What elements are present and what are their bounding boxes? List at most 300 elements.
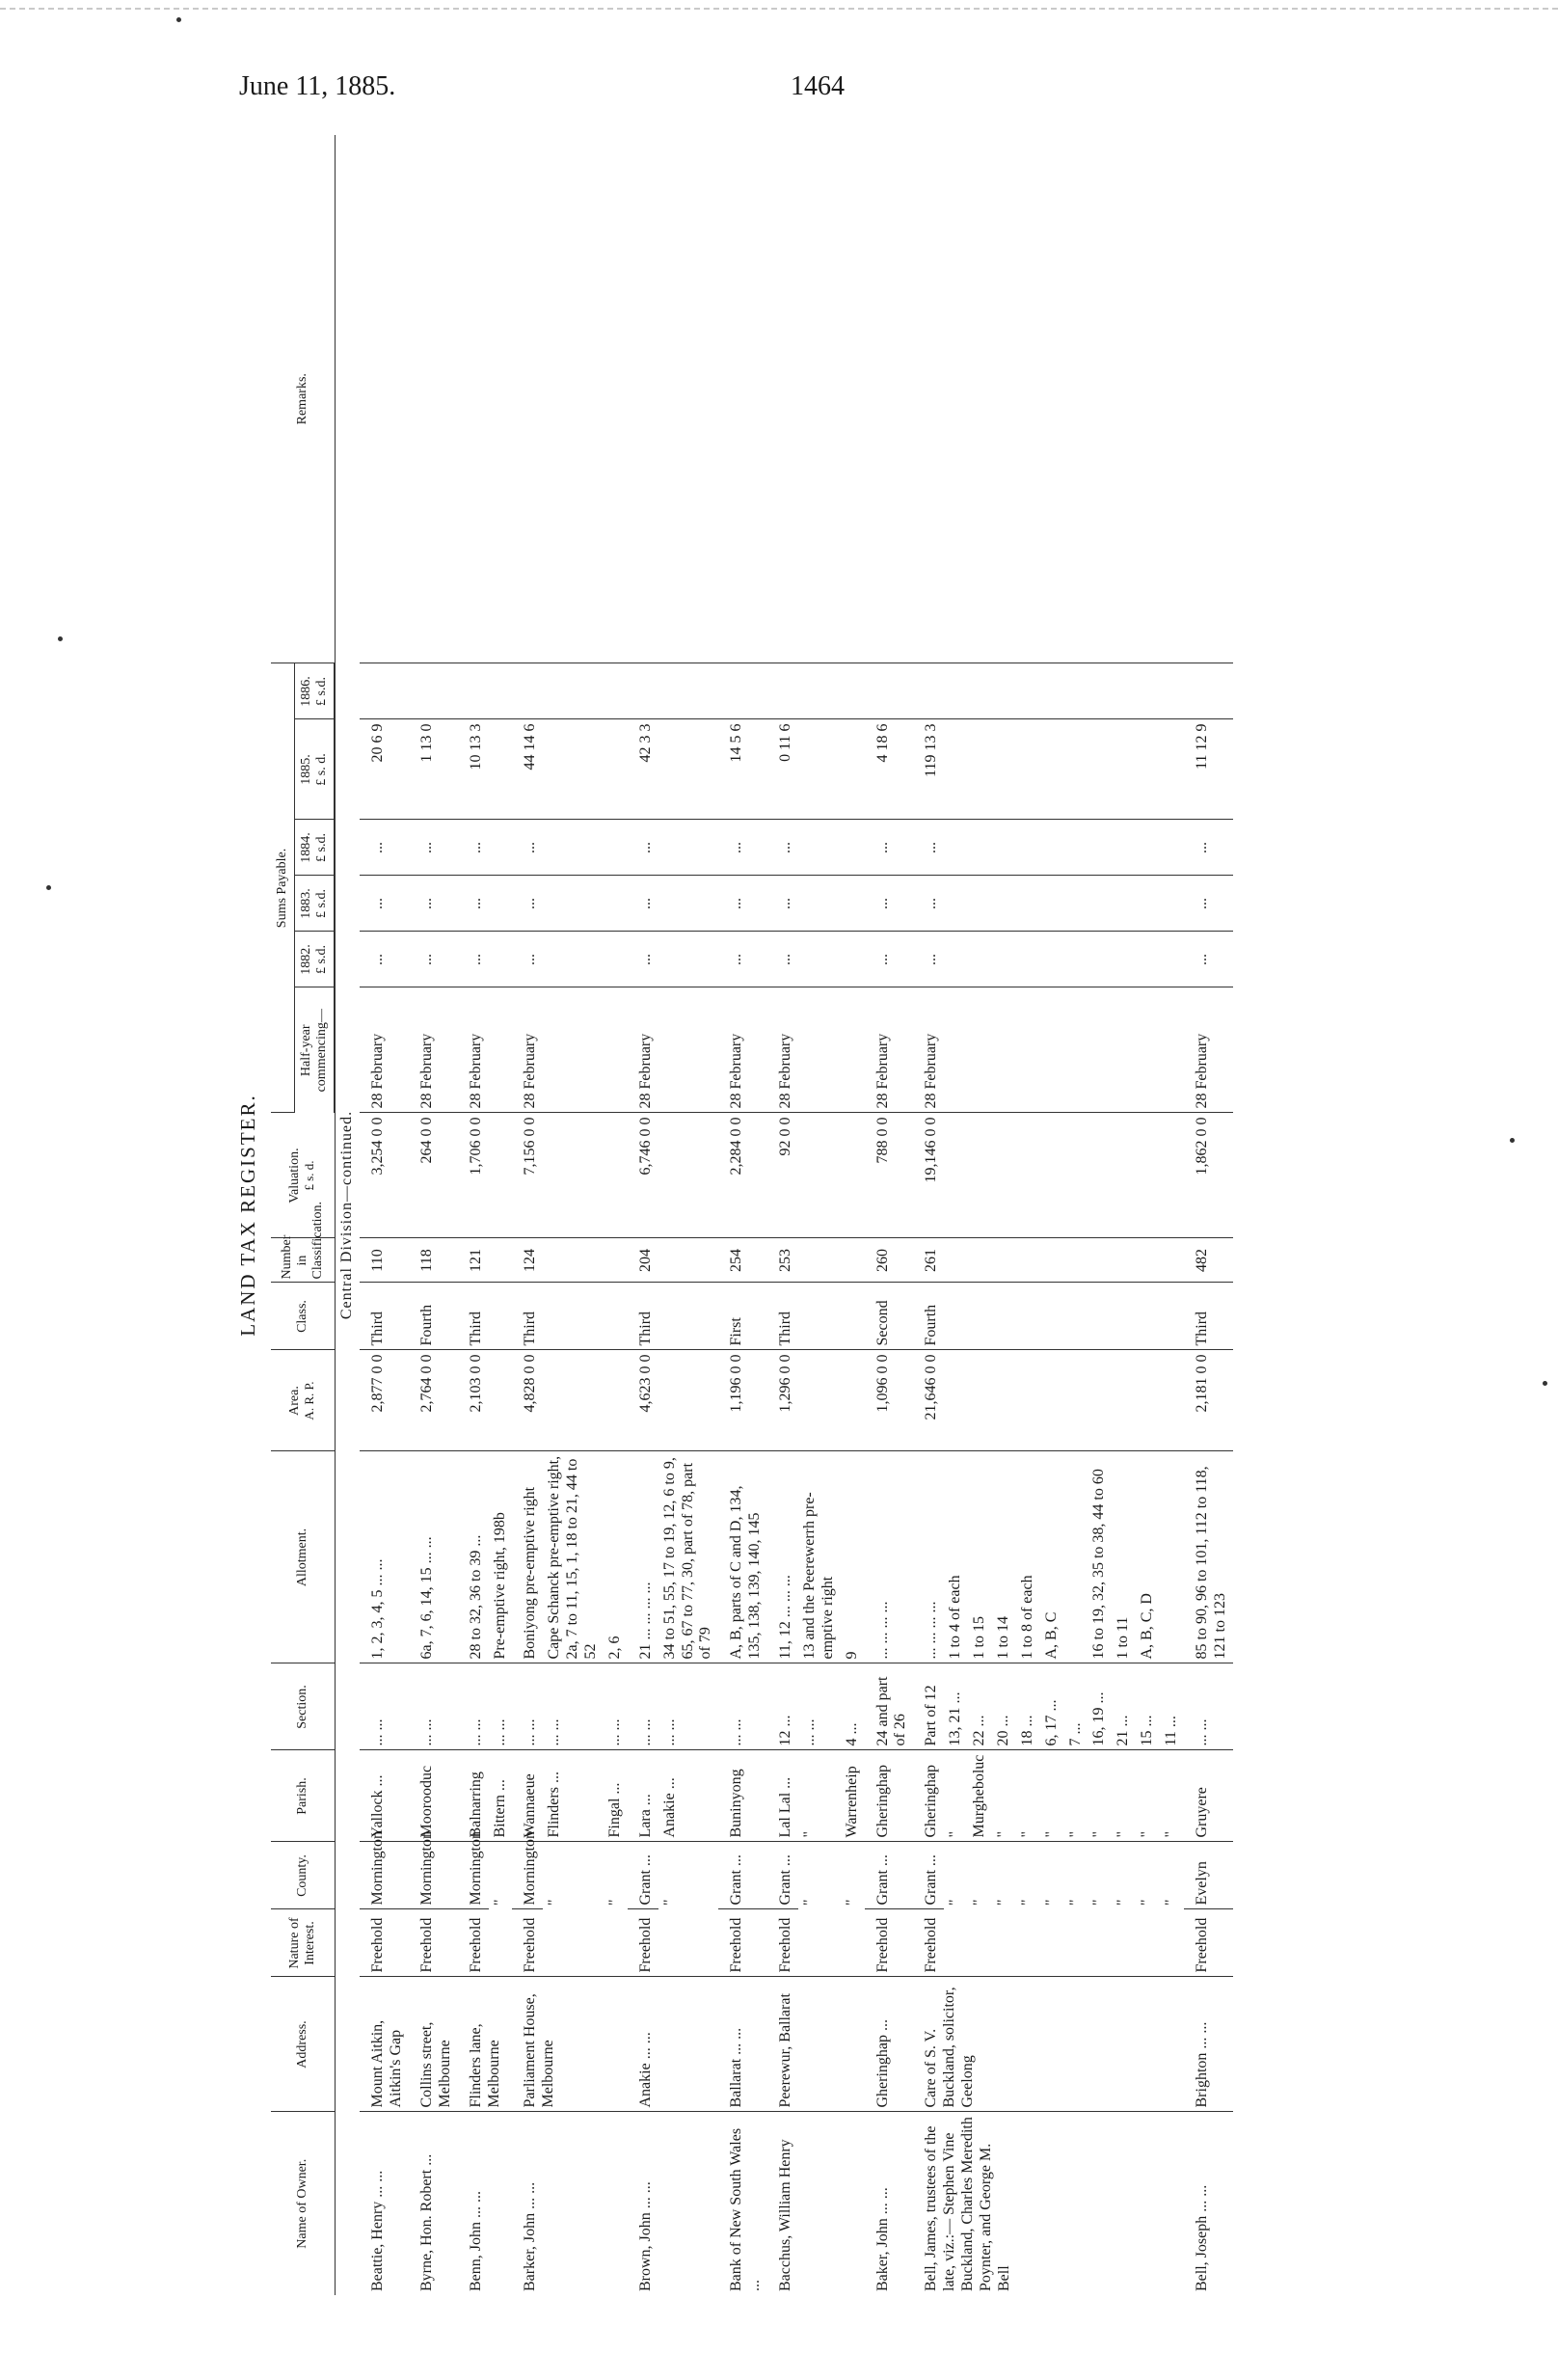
section-cell: ... ...: [489, 1663, 513, 1750]
sum-1882-cell: ...: [458, 932, 513, 987]
halfyear-cell: 28 February: [512, 987, 627, 1113]
remarks-cell: [512, 135, 627, 663]
table-row: [628, 135, 658, 2295]
parish-cell: Lara ...: [628, 1750, 658, 1842]
remarks-cell: [360, 135, 409, 663]
page-date: June 11, 1885.: [239, 71, 396, 101]
county-cell: Grant ...: [913, 1842, 944, 1909]
sum-1882-cell: ...: [628, 932, 719, 987]
sum-1884-cell: ...: [628, 820, 719, 876]
sum-1883-cell: ...: [628, 876, 719, 932]
remarks-cell: [767, 135, 865, 663]
sum-1884-cell: ...: [360, 820, 409, 876]
halfyear-cell: 28 February: [718, 987, 767, 1113]
sum-1886-cell: [512, 663, 627, 719]
owner-cell: Bell, Joseph ... ...: [1193, 2184, 1210, 2291]
section-cell: ... ...: [1184, 1663, 1233, 1750]
sum-1885-cell: 42 3 3: [628, 719, 719, 820]
section-cell: ... ...: [360, 1663, 409, 1750]
valuation-cell: 92 0 0: [767, 1113, 865, 1238]
county-cell: Mornington: [458, 1842, 489, 1909]
remarks-cell: [718, 135, 767, 663]
section-cell: ... ...: [409, 1663, 458, 1750]
county-cell: ": [546, 1899, 563, 1906]
sum-1884-cell: ...: [1184, 820, 1233, 876]
header-area: [271, 1350, 335, 1451]
sum-1883-cell: ...: [913, 876, 1184, 932]
section-cell: 24 and part of 26: [865, 1663, 914, 1750]
section-cell: Part of 12: [913, 1663, 944, 1750]
sum-1882-cell: ...: [1184, 932, 1233, 987]
scan-speck: [46, 885, 51, 890]
parish-cell: ": [1016, 1750, 1040, 1842]
section-cell: 18 ...: [1016, 1663, 1040, 1750]
section-cell: 12 ...: [767, 1663, 798, 1750]
allotment-cell: 2, 6: [604, 1451, 628, 1663]
class-cell: Third: [628, 1283, 719, 1350]
table-row: [1184, 135, 1233, 2295]
header-1885-label: 1885.: [299, 754, 314, 785]
county-cell: ": [971, 1899, 988, 1906]
header-address: Address.: [271, 1977, 335, 2112]
scan-speck: [1543, 1381, 1547, 1386]
header-halfyear: Half-year commencing—: [295, 987, 336, 1113]
sum-1886-cell: [409, 663, 458, 719]
table-row: [767, 135, 798, 2295]
header-county: County.: [271, 1842, 335, 1909]
owner-cell: Barker, John ... ...: [522, 2181, 539, 2291]
table-row: [913, 135, 944, 2295]
parish-cell: ": [1136, 1750, 1160, 1842]
county-cell: ": [947, 1899, 964, 1906]
sum-1882-cell: ...: [409, 932, 458, 987]
header-class: Class.: [271, 1283, 335, 1350]
sum-1883-cell: ...: [865, 876, 914, 932]
allotment-cell: 21 ... ... ... ...: [628, 1451, 658, 1663]
area-cell: 1,196 0 0: [718, 1350, 767, 1451]
land-tax-register: [236, 135, 1470, 2295]
section-cell: ... ...: [628, 1663, 658, 1750]
section-cell: ... ...: [458, 1663, 489, 1750]
header-1882: [295, 932, 336, 987]
parish-cell: ": [1040, 1750, 1064, 1842]
address-cell: Flinders lane, Melbourne: [458, 1977, 513, 2112]
page-number: 1464: [791, 71, 845, 101]
parish-cell: Moorooduc: [409, 1750, 458, 1842]
allotment-cell: 16 to 19, 32, 35 to 38, 44 to 60: [1088, 1451, 1112, 1663]
sum-1885-cell: 0 11 6: [767, 719, 865, 820]
sum-1882-cell: ...: [913, 932, 1184, 987]
sum-1886-cell: [360, 663, 409, 719]
allotment-cell: A, B, C, D: [1136, 1451, 1160, 1663]
county-cell: ": [1139, 1899, 1156, 1906]
owner-cell: Bank of New South Wales ...: [728, 2127, 764, 2291]
allotment-cell: [1064, 1451, 1088, 1663]
area-cell: 2,877 0 0: [360, 1350, 409, 1451]
allotment-cell: A, B, C: [1040, 1451, 1064, 1663]
owner-cell: Baker, John ... ...: [873, 2187, 891, 2291]
sum-1886-cell: [865, 663, 914, 719]
sum-1882-cell: ...: [718, 932, 767, 987]
header-valuation-label: Valuation.: [287, 1148, 303, 1204]
owner-cell: Bell, James, trustees of the late, viz.:— Stephen Vine Buckland, Charles Meredith Poynter, and George M. Bell: [923, 2117, 1012, 2291]
class-cell: First: [718, 1283, 767, 1350]
nature-cell: Freehold: [458, 1909, 513, 1977]
parish-cell: Murgheboluc: [968, 1750, 992, 1842]
allotment-cell: 11, 12 ... ... ...: [767, 1451, 798, 1663]
header-1885: [295, 719, 336, 820]
allotment-cell: 28 to 32, 36 to 39 ...: [458, 1451, 489, 1663]
parish-cell: Balnarring: [458, 1750, 489, 1842]
county-cell: ": [800, 1899, 818, 1906]
county-cell: ": [994, 1899, 1011, 1906]
remarks-cell: [409, 135, 458, 663]
valuation-cell: 1,706 0 0: [458, 1113, 513, 1238]
owner-cell: Benn, John ... ...: [467, 2191, 484, 2291]
parish-cell: ": [1112, 1750, 1136, 1842]
county-cell: ": [660, 1899, 678, 1906]
scan-edge-line: [0, 8, 1558, 10]
county-cell: Mornington: [360, 1842, 409, 1909]
allotment-cell: 1 to 8 of each: [1016, 1451, 1040, 1663]
section-cell: ... ...: [604, 1663, 628, 1750]
division-label: Central Division—continued.: [338, 1110, 356, 1320]
halfyear-cell: 28 February: [360, 987, 409, 1113]
parish-cell: ": [1088, 1750, 1112, 1842]
sum-1882-cell: ...: [360, 932, 409, 987]
table-row: [458, 135, 489, 2295]
classnum-cell: 121: [458, 1238, 513, 1283]
sum-1884-cell: ...: [913, 820, 1184, 876]
halfyear-cell: 28 February: [1184, 987, 1233, 1113]
address-cell: Peerewur, Ballarat: [767, 1977, 865, 2112]
sum-1883-cell: ...: [409, 876, 458, 932]
sum-1882-cell: ...: [767, 932, 865, 987]
sum-1885-cell: 11 12 9: [1184, 719, 1233, 820]
sum-1885-cell: 20 6 9: [360, 719, 409, 820]
allotment-cell: ... ... ... ...: [865, 1451, 914, 1663]
classnum-cell: 118: [409, 1238, 458, 1283]
header-1883-label: 1883.: [299, 888, 314, 919]
allotment-cell: Pre-emptive right, 198b: [489, 1451, 513, 1663]
owner-cell: Bacchus, William Henry: [777, 2139, 794, 2291]
scan-speck: [58, 636, 63, 641]
county-cell: Grant ...: [718, 1842, 767, 1909]
area-cell: 2,181 0 0: [1184, 1350, 1233, 1451]
classnum-cell: 204: [628, 1238, 719, 1283]
allotment-cell: 1 to 11: [1112, 1451, 1136, 1663]
nature-cell: Freehold: [409, 1909, 458, 1977]
address-cell: Anakie ... ...: [628, 1977, 719, 2112]
header-1884-label: 1884.: [299, 832, 314, 863]
valuation-cell: 6,746 0 0: [628, 1113, 719, 1238]
nature-cell: Freehold: [718, 1909, 767, 1977]
section-cell: 21 ...: [1112, 1663, 1136, 1750]
sum-1886-cell: [1184, 663, 1233, 719]
class-cell: Third: [1184, 1283, 1233, 1350]
area-cell: 2,103 0 0: [458, 1350, 513, 1451]
sum-1885-cell: 1 13 0: [409, 719, 458, 820]
class-cell: Second: [865, 1283, 914, 1350]
halfyear-cell: 28 February: [628, 987, 719, 1113]
sum-1882-cell: ...: [865, 932, 914, 987]
header-1886-units: £ s.d.: [314, 677, 330, 706]
allotment-cell: 1 to 14: [992, 1451, 1016, 1663]
sum-1885-cell: 44 14 6: [512, 719, 627, 820]
county-cell: ": [1066, 1899, 1084, 1906]
class-cell: Third: [512, 1283, 627, 1350]
valuation-cell: 3,254 0 0: [360, 1113, 409, 1238]
county-cell: ": [491, 1899, 508, 1906]
remarks-cell: [628, 135, 719, 663]
halfyear-cell: 28 February: [409, 987, 458, 1113]
halfyear-cell: 28 February: [767, 987, 865, 1113]
nature-cell: Freehold: [767, 1909, 865, 1977]
address-cell: Parliament House, Melbourne: [512, 1977, 627, 2112]
header-parish: Parish.: [271, 1750, 335, 1842]
owner-cell: Brown, John ... ...: [636, 2181, 654, 2291]
section-cell: ... ...: [658, 1663, 719, 1750]
county-cell: Grant ...: [865, 1842, 914, 1909]
remarks-cell: [1184, 135, 1233, 663]
header-classnum: Number in Classification.: [271, 1238, 335, 1283]
county-cell: ": [1018, 1899, 1035, 1906]
classnum-cell: 482: [1184, 1238, 1233, 1283]
header-allotment: Allotment.: [271, 1451, 335, 1663]
valuation-cell: 1,862 0 0: [1184, 1113, 1233, 1238]
county-cell: ": [1163, 1899, 1180, 1906]
address-cell: Ballarat ... ...: [718, 1977, 767, 2112]
parish-cell: Yallock ...: [360, 1750, 409, 1842]
sum-1883-cell: ...: [458, 876, 513, 932]
header-1882-label: 1882.: [299, 944, 314, 975]
address-cell: Care of S. V. Buckland, solicitor, Geelong: [913, 1977, 1184, 2112]
sum-1884-cell: ...: [409, 820, 458, 876]
allotment-cell: 34 to 51, 55, 17 to 19, 12, 6 to 9, 65, 67 to 77, 30, part of 78, part of 79: [658, 1451, 719, 1663]
parish-cell: Flinders ...: [543, 1750, 604, 1842]
parish-cell: Gheringhap: [913, 1750, 944, 1842]
sum-1883-cell: ...: [360, 876, 409, 932]
sum-1886-cell: [767, 663, 865, 719]
header-owner: Name of Owner.: [271, 2112, 335, 2295]
county-cell: Grant ...: [767, 1842, 798, 1909]
area-cell: 2,764 0 0: [409, 1350, 458, 1451]
parish-cell: Anakie ...: [658, 1750, 719, 1842]
address-cell: Mount Aitkin, Aitkin's Gap: [360, 1977, 409, 2112]
valuation-cell: 19,146 0 0: [913, 1113, 1184, 1238]
section-cell: ... ...: [718, 1663, 767, 1750]
parish-cell: Buninyong: [718, 1750, 767, 1842]
halfyear-cell: 28 February: [865, 987, 914, 1113]
remarks-cell: [865, 135, 914, 663]
allotment-cell: Boniyong pre-emptive right: [512, 1451, 543, 1663]
sum-1886-cell: [913, 663, 1184, 719]
section-cell: 20 ...: [992, 1663, 1016, 1750]
allotment-cell: ... ... ... ...: [913, 1451, 944, 1663]
nature-cell: Freehold: [1184, 1909, 1233, 1977]
county-cell: Mornington: [409, 1842, 458, 1909]
valuation-cell: 2,284 0 0: [718, 1113, 767, 1238]
address-cell: Brighton ... ...: [1184, 1977, 1233, 2112]
classnum-cell: 260: [865, 1238, 914, 1283]
header-1886: [295, 663, 336, 719]
address-cell: Gheringhap ...: [865, 1977, 914, 2112]
county-cell: ": [1090, 1899, 1108, 1906]
nature-cell: Freehold: [628, 1909, 719, 1977]
valuation-cell: 788 0 0: [865, 1113, 914, 1238]
sum-1886-cell: [628, 663, 719, 719]
section-cell: ... ...: [512, 1663, 543, 1750]
header-1883-units: £ s.d.: [314, 889, 330, 918]
halfyear-cell: 28 February: [913, 987, 1184, 1113]
nature-cell: Freehold: [360, 1909, 409, 1977]
parish-cell: Warrenheip: [841, 1750, 865, 1842]
parish-cell: ": [1064, 1750, 1088, 1842]
class-cell: Third: [458, 1283, 513, 1350]
section-cell: 15 ...: [1136, 1663, 1160, 1750]
register-title: LAND TAX REGISTER.: [236, 1094, 259, 1337]
header-valuation-units: £ s. d.: [302, 1160, 317, 1191]
header-1886-label: 1886.: [299, 676, 314, 707]
header-area-units: A. R. P.: [302, 1381, 317, 1420]
section-cell: 6, 17 ...: [1040, 1663, 1064, 1750]
header-section: Section.: [271, 1663, 335, 1750]
section-cell: 16, 19 ...: [1088, 1663, 1112, 1750]
valuation-cell: 264 0 0: [409, 1113, 458, 1238]
class-cell: Third: [360, 1283, 409, 1350]
county-cell: ": [843, 1899, 860, 1906]
header-sums-payable: Sums Payable.: [271, 663, 295, 1113]
sum-1885-cell: 10 13 3: [458, 719, 513, 820]
allotment-cell: 1, 2, 3, 4, 5 ... ...: [360, 1451, 409, 1663]
parish-cell: Fingal ...: [604, 1750, 628, 1842]
allotment-cell: Cape Schanck pre-emptive right, 2a, 7 to 11, 15, 1, 18 to 21, 44 to 52: [543, 1451, 604, 1663]
register-body: [335, 135, 1232, 2295]
sum-1883-cell: ...: [512, 876, 627, 932]
parish-cell: ": [992, 1750, 1016, 1842]
allotment-cell: 9: [841, 1451, 865, 1663]
section-cell: ... ...: [798, 1663, 841, 1750]
classnum-cell: 254: [718, 1238, 767, 1283]
address-cell: Collins street, Melbourne: [409, 1977, 458, 2112]
classnum-cell: 253: [767, 1238, 865, 1283]
sum-1885-cell: 14 5 6: [718, 719, 767, 820]
area-cell: 21,646 0 0: [913, 1350, 1184, 1451]
table-row: [718, 135, 767, 2295]
area-cell: 4,623 0 0: [628, 1350, 719, 1451]
table-row: [409, 135, 458, 2295]
header-1884-units: £ s.d.: [314, 833, 330, 862]
halfyear-cell: 28 February: [458, 987, 513, 1113]
area-cell: 1,096 0 0: [865, 1350, 914, 1451]
header-1884: [295, 820, 336, 876]
class-cell: Fourth: [913, 1283, 1184, 1350]
header-nature: Nature of Interest.: [271, 1909, 335, 1977]
sum-1882-cell: ...: [512, 932, 627, 987]
sum-1883-cell: ...: [767, 876, 865, 932]
county-cell: ": [1115, 1899, 1132, 1906]
sum-1884-cell: ...: [458, 820, 513, 876]
nature-cell: Freehold: [865, 1909, 914, 1977]
table-row: [360, 135, 409, 2295]
class-cell: Fourth: [409, 1283, 458, 1350]
section-cell: ... ...: [543, 1663, 604, 1750]
allotment-cell: 1 to 15: [968, 1451, 992, 1663]
header-1883: [295, 876, 336, 932]
header-1882-units: £ s.d.: [314, 945, 330, 974]
nature-cell: Freehold: [512, 1909, 627, 1977]
county-cell: Evelyn: [1184, 1842, 1233, 1909]
section-cell: 11 ...: [1160, 1663, 1184, 1750]
owner-cell: Beattie, Henry ... ...: [369, 2170, 387, 2291]
sum-1886-cell: [458, 663, 513, 719]
header-valuation: [271, 1113, 335, 1238]
section-cell: 22 ...: [968, 1663, 992, 1750]
area-cell: 1,296 0 0: [767, 1350, 865, 1451]
remarks-cell: [458, 135, 513, 663]
parish-cell: ": [944, 1750, 968, 1842]
sum-1884-cell: ...: [718, 820, 767, 876]
class-cell: Third: [767, 1283, 865, 1350]
parish-cell: Bittern ...: [489, 1750, 513, 1842]
sum-1884-cell: ...: [512, 820, 627, 876]
sum-1883-cell: ...: [718, 876, 767, 932]
parish-cell: Wannaeue: [512, 1750, 543, 1842]
section-cell: 4 ...: [841, 1663, 865, 1750]
parish-cell: Gheringhap: [865, 1750, 914, 1842]
classnum-cell: 124: [512, 1238, 627, 1283]
sum-1885-cell: 119 13 3: [913, 719, 1184, 820]
allotment-cell: 6a, 7, 6, 14, 15 ... ...: [409, 1451, 458, 1663]
allotment-cell: [1160, 1451, 1184, 1663]
allotment-cell: 13 and the Peerewerrh pre-emptive right: [798, 1451, 841, 1663]
county-cell: Grant ...: [628, 1842, 658, 1909]
classnum-cell: 261: [913, 1238, 1184, 1283]
allotment-cell: 1 to 4 of each: [944, 1451, 968, 1663]
header-1885-units: £ s. d.: [314, 753, 330, 786]
area-cell: 4,828 0 0: [512, 1350, 627, 1451]
classnum-cell: 110: [360, 1238, 409, 1283]
scan-speck: [1510, 1138, 1515, 1143]
sum-1884-cell: ...: [865, 820, 914, 876]
allotment-cell: 85 to 90, 96 to 101, 112 to 118, 121 to 123: [1184, 1451, 1233, 1663]
header-remarks: Remarks.: [271, 135, 335, 663]
nature-cell: Freehold: [913, 1909, 1184, 1977]
section-cell: 7 ...: [1064, 1663, 1088, 1750]
parish-cell: Lal Lal ...: [767, 1750, 798, 1842]
county-cell: ": [605, 1899, 623, 1906]
sum-1885-cell: 4 18 6: [865, 719, 914, 820]
sum-1886-cell: [718, 663, 767, 719]
section-cell: 13, 21 ...: [944, 1663, 968, 1750]
table-row: [512, 135, 543, 2295]
remarks-cell: [913, 135, 1184, 663]
scan-speck: [176, 17, 181, 22]
county-cell: Mornington: [512, 1842, 543, 1909]
parish-cell: Gruyere: [1184, 1750, 1233, 1842]
register-table: [271, 135, 1233, 2295]
parish-cell: ": [1160, 1750, 1184, 1842]
valuation-cell: 7,156 0 0: [512, 1113, 627, 1238]
sum-1883-cell: ...: [1184, 876, 1233, 932]
table-row: [865, 135, 914, 2295]
allotment-cell: A, B, parts of C and D, 134, 135, 138, 139, 140, 145: [718, 1451, 767, 1663]
county-cell: ": [1042, 1899, 1060, 1906]
sum-1884-cell: ...: [767, 820, 865, 876]
division-row: [335, 135, 360, 2295]
owner-cell: Byrne, Hon. Robert ...: [417, 2153, 435, 2291]
parish-cell: ": [798, 1750, 841, 1842]
